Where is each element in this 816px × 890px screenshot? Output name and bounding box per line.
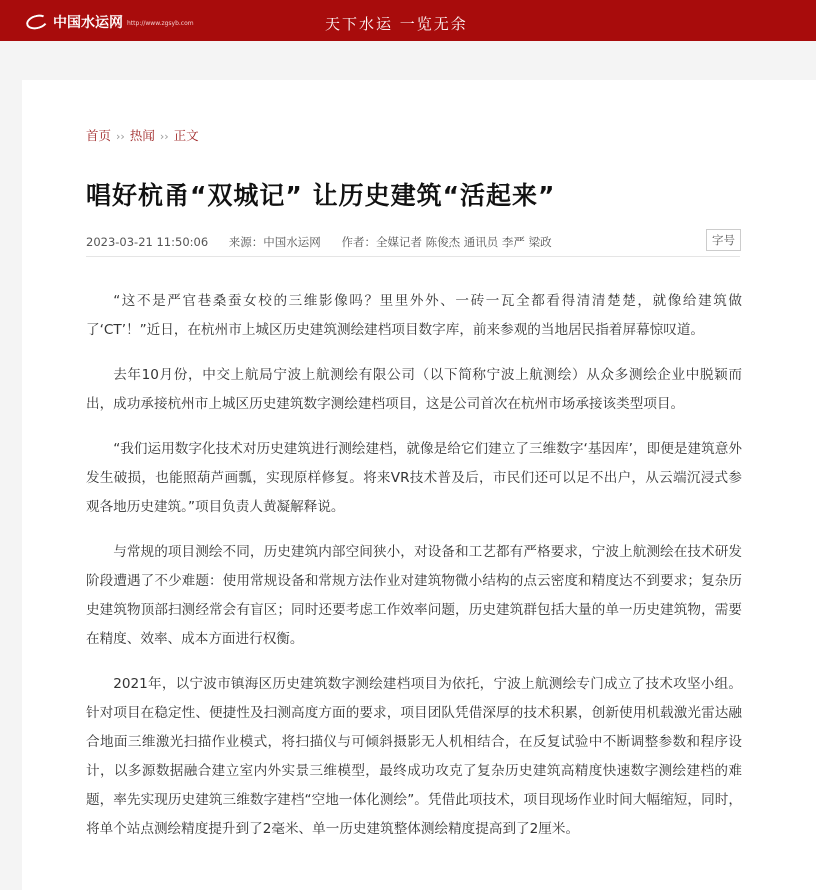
site-logo[interactable] (26, 12, 194, 32)
font-size-button[interactable]: 字号 (706, 229, 741, 251)
breadcrumb-current-link[interactable]: 正文 (173, 128, 199, 143)
breadcrumb-section-link[interactable]: 热闻 (129, 128, 155, 143)
article-author: 作者：全媒记者 陈俊杰 通讯员 李严 梁政 (341, 235, 552, 249)
article-source: 来源：中国水运网 (228, 235, 321, 249)
breadcrumb-home-link[interactable]: 首页 (86, 128, 112, 143)
logo-url: http://www.zgsyb.com (127, 20, 194, 27)
site-slogan: 天下水运 一览无余 (325, 15, 468, 33)
logo-text: 中国水运网 (53, 15, 123, 31)
article-meta (86, 234, 569, 250)
article-paragraph: “这不是严官巷桑蚕女校的三维影像吗？里里外外、一砖一瓦全都看得清清楚楚，就像给建筑做了‘CT’！”近日，在杭州市上城区历史建筑测绘建档项目数字库，前来参观的当地居民指着屏幕惊叹道。 (86, 293, 742, 338)
article-paragraph: 与常规的项目测绘不同，历史建筑内部空间狭小，对设备和工艺都有严格要求，宁波上航测绘在技术研发阶段遭遇了不少难题：使用常规设备和常规方法作业对建筑物微小结构的点云密度和精度达不到要求；复杂历史建筑物顶部扫测经常会有盲区；同时还要考虑工作效率问题，历史建筑群包括大量的单一历史建筑物，需要在精度、效率、成本方面进行权衡。 (86, 544, 742, 647)
logo-swoosh-icon (25, 12, 50, 31)
article-card (22, 80, 816, 890)
meta-divider (86, 256, 740, 257)
article-paragraph: “我们运用数字化技术对历史建筑进行测绘建档，就像是给它们建立了三维数字‘基因库’，即便是建筑意外发生破损，也能照葫芦画瓢，实现原样修复。将来VR技术普及后，市民们还可以足不出户，从云端沉浸式参观各地历史建筑。”项目负责人黄凝解释说。 (86, 441, 742, 515)
breadcrumb-separator: ›› (116, 130, 125, 143)
breadcrumb-separator: ›› (159, 130, 169, 143)
publish-datetime: 2023-03-21 11:50:06 (86, 235, 209, 249)
site-header (0, 0, 816, 41)
article-paragraph: 2021年，以宁波市镇海区历史建筑数字测绘建档项目为依托，宁波上航测绘专门成立了技术攻坚小组。针对项目在稳定性、便捷性及扫测高度方面的要求，项目团队凭借深厚的技术积累，创新使用机载激光雷达融合地面三维激光扫描作业模式，将扫描仪与可倾斜摄影无人机相结合，在反复试验中不断调整参数和程序设计，以多源数据融合建立室内外实景三维模型，最终成功攻克了复杂历史建筑高精度快速数字测绘建档的难题，率先实现历史建筑三维数字建档“空地一体化测绘”。凭借此项技术，项目现场作业时间大幅缩短，同时，将单个站点测绘精度提升到了2毫米、单一历史建筑整体测绘精度提高到了2厘米。 (86, 676, 742, 837)
article-body (86, 287, 742, 860)
breadcrumb (86, 126, 199, 144)
article-title: 唱好杭甬“双城记” 让历史建筑“活起来” (86, 181, 556, 210)
article-paragraph: 去年10月份，中交上航局宁波上航测绘有限公司（以下简称宁波上航测绘）从众多测绘企业中脱颖而出，成功承接杭州市上城区历史建筑数字测绘建档项目，这是公司首次在杭州市场承接该类型项目。 (86, 367, 742, 412)
